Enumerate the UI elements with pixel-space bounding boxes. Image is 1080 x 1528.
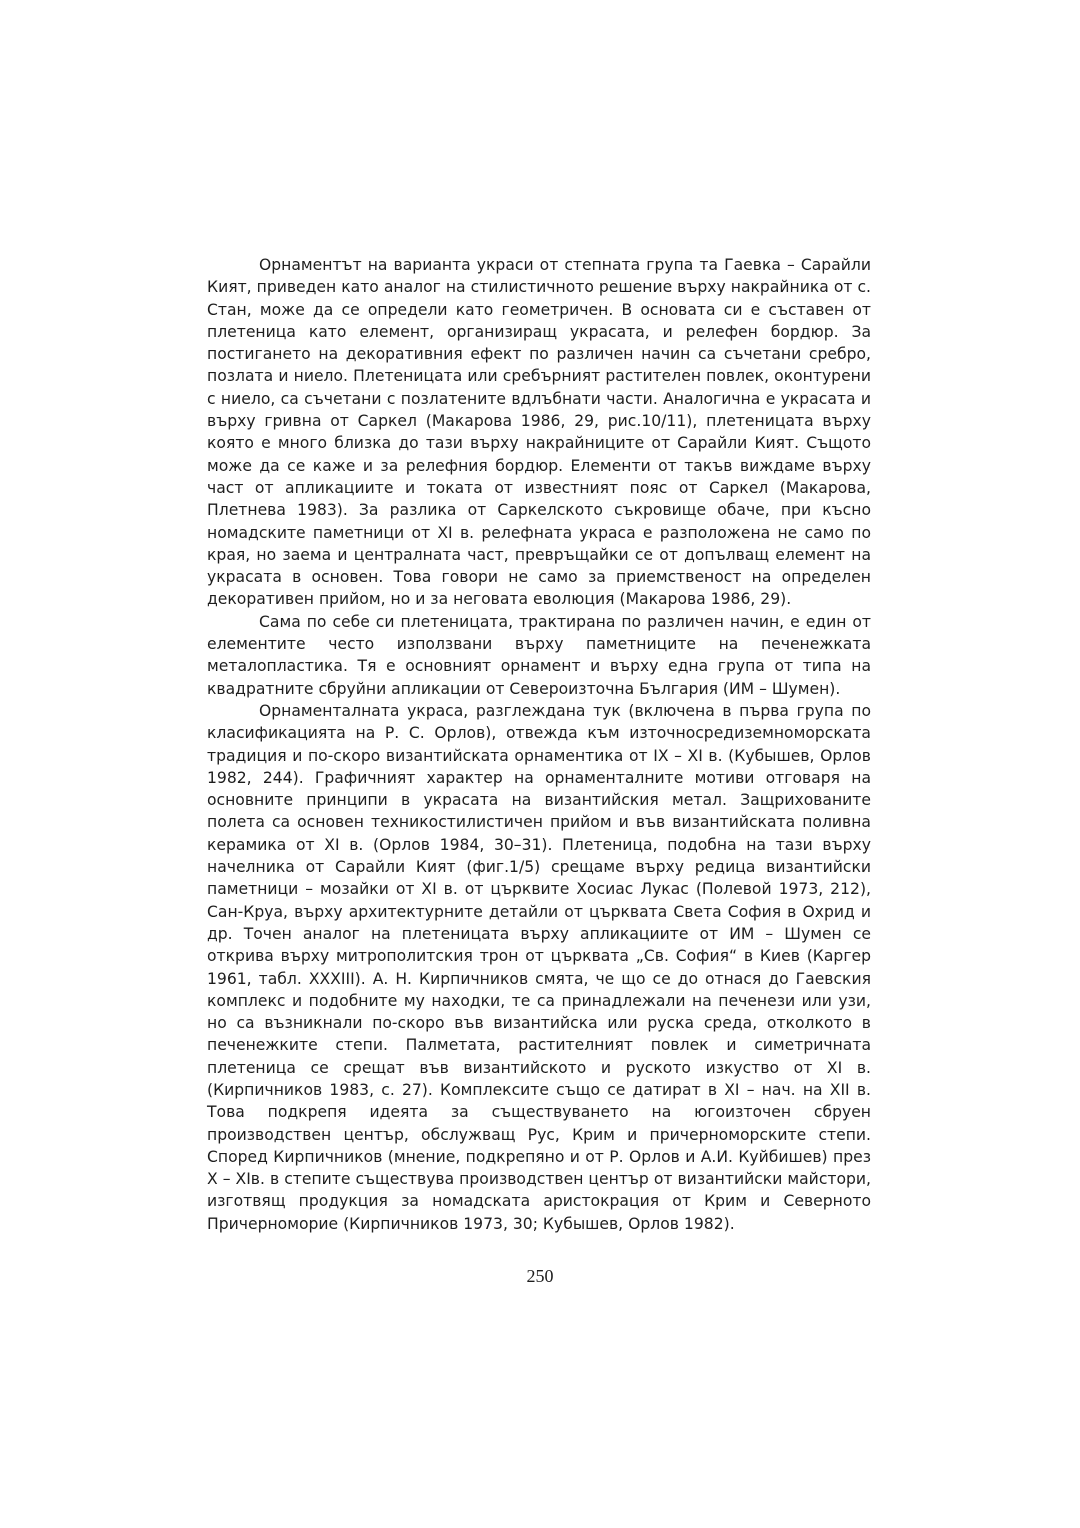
paragraph-2: Сама по себе си плетеницата, трактирана по различен начин, е един от елементите често използвани върху паметниците на печенежката металопластика. Тя е основният орнамент и върху една група от типа на квадратните сбруйни апликации от Североизточна България (ИМ – Шумен). [207,612,871,698]
page-number: 250 [526,1266,554,1286]
paragraph-1: Орнаментът на варианта украси от степната група та Гаевка – Сарайли Кият, приведен като аналог на стилистичното решение върху накрайника от с. Стан, може да се определи като геометричен. В основата си е съставен от плетеница като елемент, организиращ украсата, и релефен бордюр. За постигането на декоративния ефект по различен начин са съчетани сребро, позлата и ниело. Плетеницата или сребърният растителен повлек, оконтурени с ниело, са съчетани с позлатените вдлъбнати части. Аналогична е украсата и върху гривна от Саркел (Макарова 1986, 29, рис.10/11), плетеницата върху която е много близка до тази върху накрайниците от Сарайли Кият. Същото може да се каже и за релефния бордюр. Елементи от такъв виждаме върху част от апликациите и токата от известният пояс от Саркел (Макарова, Плетнева 1983). За разлика от Саркелското съкровище обаче, при късно номадските паметници от XI в. релефната украса е разположена не само по края, но заема и централната част, превръщайки се от допълващ елемент на украсата в основен. Това говори не само за приемственост на определен декоративен прийом, но и за неговата еволюция (Макарова 1986, 29). [207,256,871,609]
body-text [207,254,871,1235]
paragraph-3: Орнаменталната украса, разглеждана тук (включена в първа група по класификацията на Р. С. Орлов), отвежда към източносредиземноморската традиция и по-скоро византийската орнаментика от IX – XI в. (Кубышев, Орлов 1982, 244). Графичният характер на орнаменталните мотиви отговаря на основните принципи в украсата на византийския метал. Защрихованите полета са основен техникостилистичен прийом и във византийската поливна керамика от XI в. (Орлов 1984, 30–31). Плетеница, подобна на тази върху начелника от Сарайли Кият (фиг.1/5) срещаме върху редица византийски паметници – мозайки от XI в. от църквите Хосиас Лукас (Полевой 1973, 212), Сан-Круа, върху архитектурните детайли от църквата Света София в Охрид и др. Точен аналог на плетеницата върху апликациите от ИМ – Шумен се открива върху митрополитския трон от църквата „Св. София“ в Киев (Каргер 1961, табл. XXXIII). А. Н. Кирпичников смята, че що се до отнася до Гаевския комплекс и подобните му находки, те са принадлежали на печенези или узи, но са възникнали по-скоро във византийска или руска среда, отколкото в печенежките степи. Палметата, растителният повлек и симетричната плетеница се срещат във византийското и руското изкуство от XI в. (Кирпичников 1983, с. 27). Комплексите също се датират в XI – нач. на XII в. Това подкрепя идеята за съществуването на югоизточен сбруен производствен център, обслужващ Рус, Крим и причерноморските степи. Според Кирпичников (мнение, подкрепяно и от Р. Орлов и А.И. Куйбишев) през X – XIв. в степите съществува производствен център от византийски майстори, изготвящ продукция за номадската аристокрация от Крим и Северното Причерноморие (Кирпичников 1973, 30; Кубышев, Орлов 1982). [207,701,871,1233]
